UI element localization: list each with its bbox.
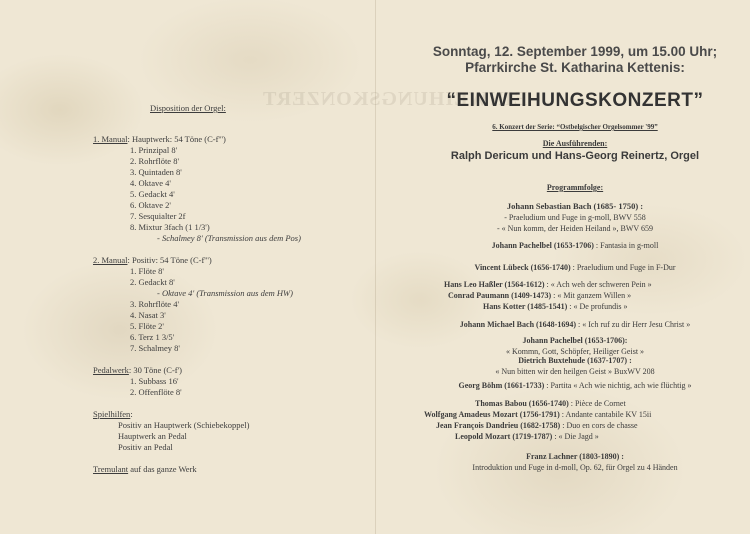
composer-dandrieu: Jean François Dandrieu (1682-1758) (436, 421, 561, 430)
pedal-stop: 2. Offenflöte 8' (130, 387, 182, 397)
manual2-transmission-note: - Oktave 4' (Transmission aus dem HW) (157, 288, 293, 298)
composer-pachelbel-2: Johann Pachelbel (1653-1706): (522, 336, 628, 345)
work-luebeck: : Praeludium und Fuge in F-Dur (570, 263, 676, 272)
program-entry-luebeck (400, 263, 750, 272)
composer-bach: Johann Sebastian Bach (1685- 1750) : (506, 201, 644, 211)
manual2-stop: 5. Flöte 2' (130, 321, 164, 331)
manual1-stop: 8. Mixtur 3fach (1 1/3') (130, 222, 210, 232)
spielhilfen-line (93, 409, 133, 419)
work-mozart-l: : « Die Jagd » (552, 432, 599, 441)
manual1-line (93, 134, 226, 144)
pedal-stop: 1. Subbass 16' (130, 376, 179, 386)
work-hassler: : « Ach weh der schweren Pein » (544, 280, 652, 289)
manual1-desc: : Hauptwerk: 54 Töne (C-f''') (127, 134, 226, 144)
work-kotter: : « De profundis » (567, 302, 628, 311)
manual2-desc: : Positiv: 54 Töne (C-f''') (127, 255, 212, 265)
composer-mozart-l: Leopold Mozart (1719-1787) (455, 432, 553, 441)
performers-label: Die Ausführenden: (542, 139, 608, 148)
manual1-stop: 6. Oktave 2' (130, 200, 171, 210)
spielhilfen-colon: : (130, 409, 133, 419)
program-entry-pachelbel (400, 241, 750, 250)
manual2-stop: 2. Gedackt 8' (130, 277, 175, 287)
manual2-stop: 7. Schalmey 8' (130, 343, 180, 353)
composer-luebeck: Vincent Lübeck (1656-1740) (474, 263, 571, 272)
spielhilfen-title: Spielhilfen (93, 409, 131, 419)
manual2-stop: 4. Nasat 3' (130, 310, 166, 320)
manual1-stop: 4. Oktave 4' (130, 178, 171, 188)
program-entry-jmbach (400, 320, 750, 329)
pedal-desc: : 30 Töne (C-f') (128, 365, 182, 375)
spielhilfe-item: Hauptwerk an Pedal (118, 431, 187, 441)
manual2-stop: 6. Terz 1 3/5' (130, 332, 175, 342)
program-entry-paumann (448, 291, 631, 300)
work-buxtehude: « Nun bitten wir den heilgen Geist » BuxWV 208 (495, 367, 655, 376)
work-jmbach: : « Ich ruf zu dir Herr Jesu Christ » (576, 320, 691, 329)
composer-mozart-w: Wolfgang Amadeus Mozart (1756-1791) (424, 410, 560, 419)
manual1-title: 1. Manual (93, 134, 128, 144)
manual1-stop: 2. Rohrflöte 8' (130, 156, 179, 166)
church-line: Pfarrkirche St. Katharina Kettenis: (465, 60, 685, 75)
program-entry-mozart-l (455, 432, 599, 441)
manual1-stop: 1. Prinzipal 8' (130, 145, 178, 155)
composer-hassler: Hans Leo Haßler (1564-1612) (444, 280, 545, 289)
work-paumann: : « Mit ganzem Willen » (551, 291, 632, 300)
program-entry-boehm (400, 381, 750, 390)
date-line: Sonntag, 12. September 1999, um 15.00 Uhr; (432, 44, 718, 59)
composer-kotter: Hans Kotter (1485-1541) (483, 302, 568, 311)
pedal-line (93, 365, 182, 375)
work-babou: : Pièce de Cornet (568, 399, 626, 408)
program-entry-babou (475, 399, 626, 408)
ghost-imprint: EINWEIHUNGSKONZERT (262, 88, 528, 110)
manual1-transmission-note: - Schalmey 8' (Transmission aus dem Pos) (157, 233, 301, 243)
manual2-title: 2. Manual (93, 255, 128, 265)
program-entry-dandrieu (436, 421, 638, 430)
work-pachelbel-2: « Kommn, Gott, Schöpfer, Heiliger Geist » (505, 347, 645, 356)
composer-paumann: Conrad Paumann (1409-1473) (448, 291, 552, 300)
manual1-stop: 7. Sesquialter 2f (130, 211, 186, 221)
tremulant-desc: auf das ganze Werk (128, 464, 197, 474)
manual1-stop: 3. Quintaden 8' (130, 167, 182, 177)
manual2-line (93, 255, 212, 265)
manual1-stop: 5. Gedackt 4' (130, 189, 175, 199)
manual2-stop: 3. Rohrflöte 4' (130, 299, 179, 309)
work-bach-1: - Praeludium und Fuge in g-moll, BWV 558 (504, 213, 646, 222)
manual2-stop: 1. Flöte 8' (130, 266, 164, 276)
spielhilfe-item: Positiv an Pedal (118, 442, 173, 452)
work-dandrieu: : Duo en cors de chasse (560, 421, 638, 430)
work-bach-2: - « Nun komm, der Heiden Heiland », BWV 659 (496, 224, 654, 233)
concert-title: “EINWEIHUNGSKONZERT” (446, 90, 704, 111)
performers: Ralph Dericum und Hans-Georg Reinertz, Orgel (450, 150, 700, 162)
composer-buxtehude: Dietrich Buxtehude (1637-1707) : (518, 356, 632, 365)
composer-pachelbel: Johann Pachelbel (1653-1706) (491, 241, 594, 250)
tremulant-title: Tremulant (93, 464, 129, 474)
spielhilfe-item: Positiv an Hauptwerk (Schiebekoppel) (118, 420, 250, 430)
pedal-title: Pedalwerk (93, 365, 129, 375)
composer-boehm: Georg Böhm (1661-1733) (458, 381, 545, 390)
page-fold (375, 0, 376, 534)
work-lachner: Introduktion und Fuge in d-moll, Op. 62, für Orgel zu 4 Händen (472, 463, 678, 472)
work-mozart-w: : Andante cantabile KV 15ii (559, 410, 652, 419)
composer-lachner: Franz Lachner (1803-1890) : (526, 452, 624, 461)
program-entry-kotter (483, 302, 628, 311)
program-entry-mozart-w (424, 410, 651, 419)
composer-jmbach: Johann Michael Bach (1648-1694) (459, 320, 577, 329)
work-pachelbel: : Fantasia in g-moll (593, 241, 659, 250)
series-line: 6. Konzert der Serie: “Ostbelgischer Orgelsommer '99” (492, 123, 658, 131)
tremulant-line (93, 464, 197, 474)
work-boehm: : Partita « Ach wie nichtig, ach wie flüchtig » (544, 381, 692, 390)
program-entry-hassler (444, 280, 652, 289)
composer-babou: Thomas Babou (1656-1740) (475, 399, 569, 408)
disposition-heading: Disposition der Orgel: (150, 103, 226, 113)
program-label: Programmfolge: (546, 183, 604, 192)
